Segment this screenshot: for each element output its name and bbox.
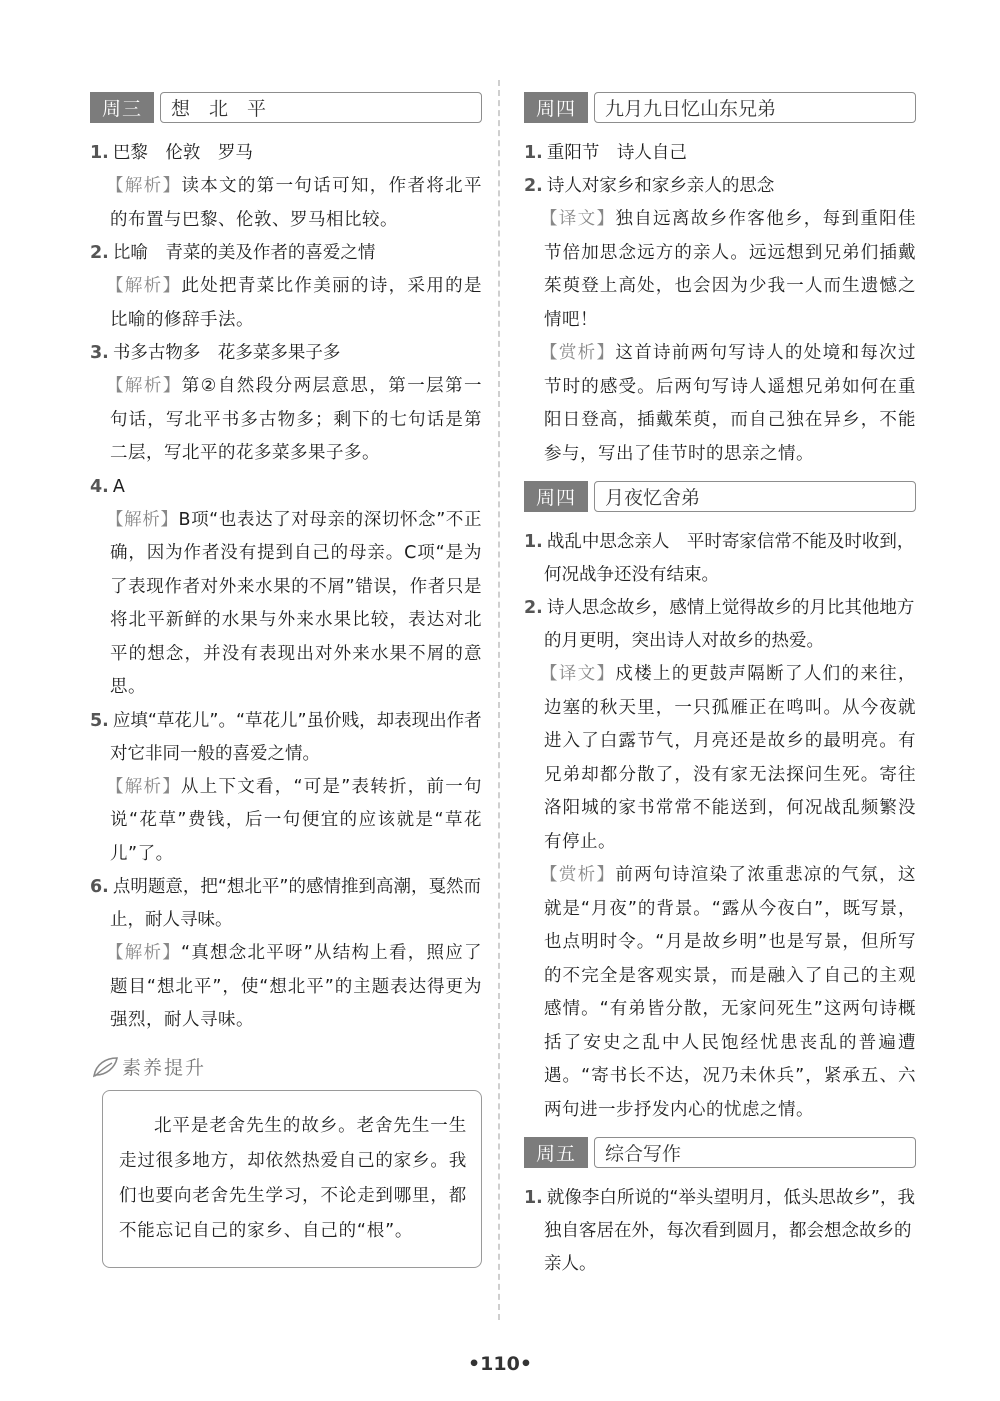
answer-item: 1. 巴黎 伦敦 罗马 [90,143,253,163]
analysis-note: 【解析】读本文的第一句话可知，作者将北平的布置与巴黎、伦敦、罗马相比较。 [106,176,483,230]
section-title: 想 北 平 [160,92,482,123]
section-tag: 周五 [524,1137,588,1168]
section-header-thu-1 [524,92,916,123]
suyang-text: 北平是老舍先生的故乡。老舍先生一生走过很多地方，却依然热爱自己的家乡。我们也要向老舍先生学习，不论走到哪里，都不能忘记自己的家乡、自己的“根”。 [119,1115,467,1241]
left-column [90,92,482,1268]
answer-item: 1. 重阳节 诗人自己 [524,143,687,163]
right-column [524,92,916,1281]
analysis-note: 【解析】从上下文看，“可是”表转折，前一句说“花草”费钱，后一句便宜的应该就是“草花儿”了。 [106,776,483,864]
answer-item: 2. 比喻 青菜的美及作者的喜爱之情 [90,243,376,263]
section-title: 月夜忆舍弟 [594,481,916,512]
answer-item: 3. 书多古物多 花多菜多果子多 [90,343,341,363]
analysis-note: 【解析】此处把青菜比作美丽的诗，采用的是比喻的修辞手法。 [106,276,483,330]
appreciation-note: 【赏析】前两句诗渲染了浓重悲凉的气氛，这就是“月夜”的背景。“露从今夜白”，既写景，也点明时令。“月是故乡明”也是写景，但所写的不完全是客观实景，而是融入了自己的主观感情。“有弟皆分散，无家问死生”这两句诗概括了安史之乱中人民饱经忧患丧乱的普遍遭遇。“寄书长不达，况乃未休兵”，紧承五、六两句进一步抒发内心的忧虑之情。 [540,865,917,1120]
leaf-icon [90,1054,120,1080]
translation-note: 【译文】戍楼上的更鼓声隔断了人们的来往，边塞的秋天里，一只孤雁正在鸣叫。从今夜就进入了白露节气，月亮还是故乡的最明亮。有兄弟却都分散了，没有家无法探问生死。寄往洛阳城的家书常常不能送到，何况战乱频繁没有停止。 [540,664,917,852]
analysis-note: 【解析】第②自然段分两层意思，第一层第一句话，写北平书多古物多；剩下的七句话是第二层，写北平的花多菜多果子多。 [106,376,482,463]
column-divider [498,80,500,1320]
answer-list [90,137,482,1038]
section-title: 综合写作 [594,1137,916,1168]
suyang-box [102,1090,482,1268]
answer-item: 6. 点明题意，把“想北平”的感情推到高潮，戛然而止，耐人寻味。 [90,877,481,930]
answer-item: 2. 诗人思念故乡，感情上觉得故乡的月比其他地方的月更明，突出诗人对故乡的热爱。 [524,598,915,651]
answer-item: 2. 诗人对家乡和家乡亲人的思念 [524,176,775,196]
suyang-header [90,1052,482,1082]
section-tag: 周四 [524,92,588,123]
section-title: 九月九日忆山东兄弟 [594,92,916,123]
section-tag: 周三 [90,92,154,123]
section-header-thu-2 [524,481,916,512]
answer-item: 4. A [90,476,125,497]
suyang-title: 素养提升 [122,1057,207,1079]
section-header-wed [90,92,482,123]
section-tag: 周四 [524,481,588,512]
answer-item: 1. 战乱中思念亲人 平时寄家信常不能及时收到，何况战争还没有结束。 [524,532,915,585]
translation-note: 【译文】独自远离故乡作客他乡，每到重阳佳节倍加思念远方的亲人。远远想到兄弟们插戴茱萸登上高处，也会因为少我一人而生遗憾之情吧！ [540,209,917,330]
analysis-note: 【解析】B项“也表达了对母亲的深切怀念”不正确，因为作者没有提到自己的母亲。C项“是为了表现作者对外来水果的不屑”错误，作者只是将北平新鲜的水果与外来水果比较，表达对北平的想念，并没有表现出对外来水果不屑的意思。 [106,509,482,697]
section-header-fri [524,1137,916,1168]
analysis-note: 【解析】“真想念北平呀”从结构上看，照应了题目“想北平”，使“想北平”的主题表达得更为强烈，耐人寻味。 [106,943,483,1030]
appreciation-note: 【赏析】这首诗前两句写诗人的处境和每次过节时的感受。后两句写诗人遥想兄弟如何在重阳日登高，插戴茱萸，而自己独在异乡，不能参与，写出了佳节时的思亲之情。 [540,343,917,464]
answer-item: 5. 应填“草花儿”。“草花儿”虽价贱，却表现出作者对它非同一般的喜爱之情。 [90,710,482,764]
page-number: •110• [468,1353,532,1375]
answer-item: 1. 就像李白所说的“举头望明月，低头思故乡”，我独自客居在外，每次看到圆月，都会想念故乡的亲人。 [524,1188,915,1274]
